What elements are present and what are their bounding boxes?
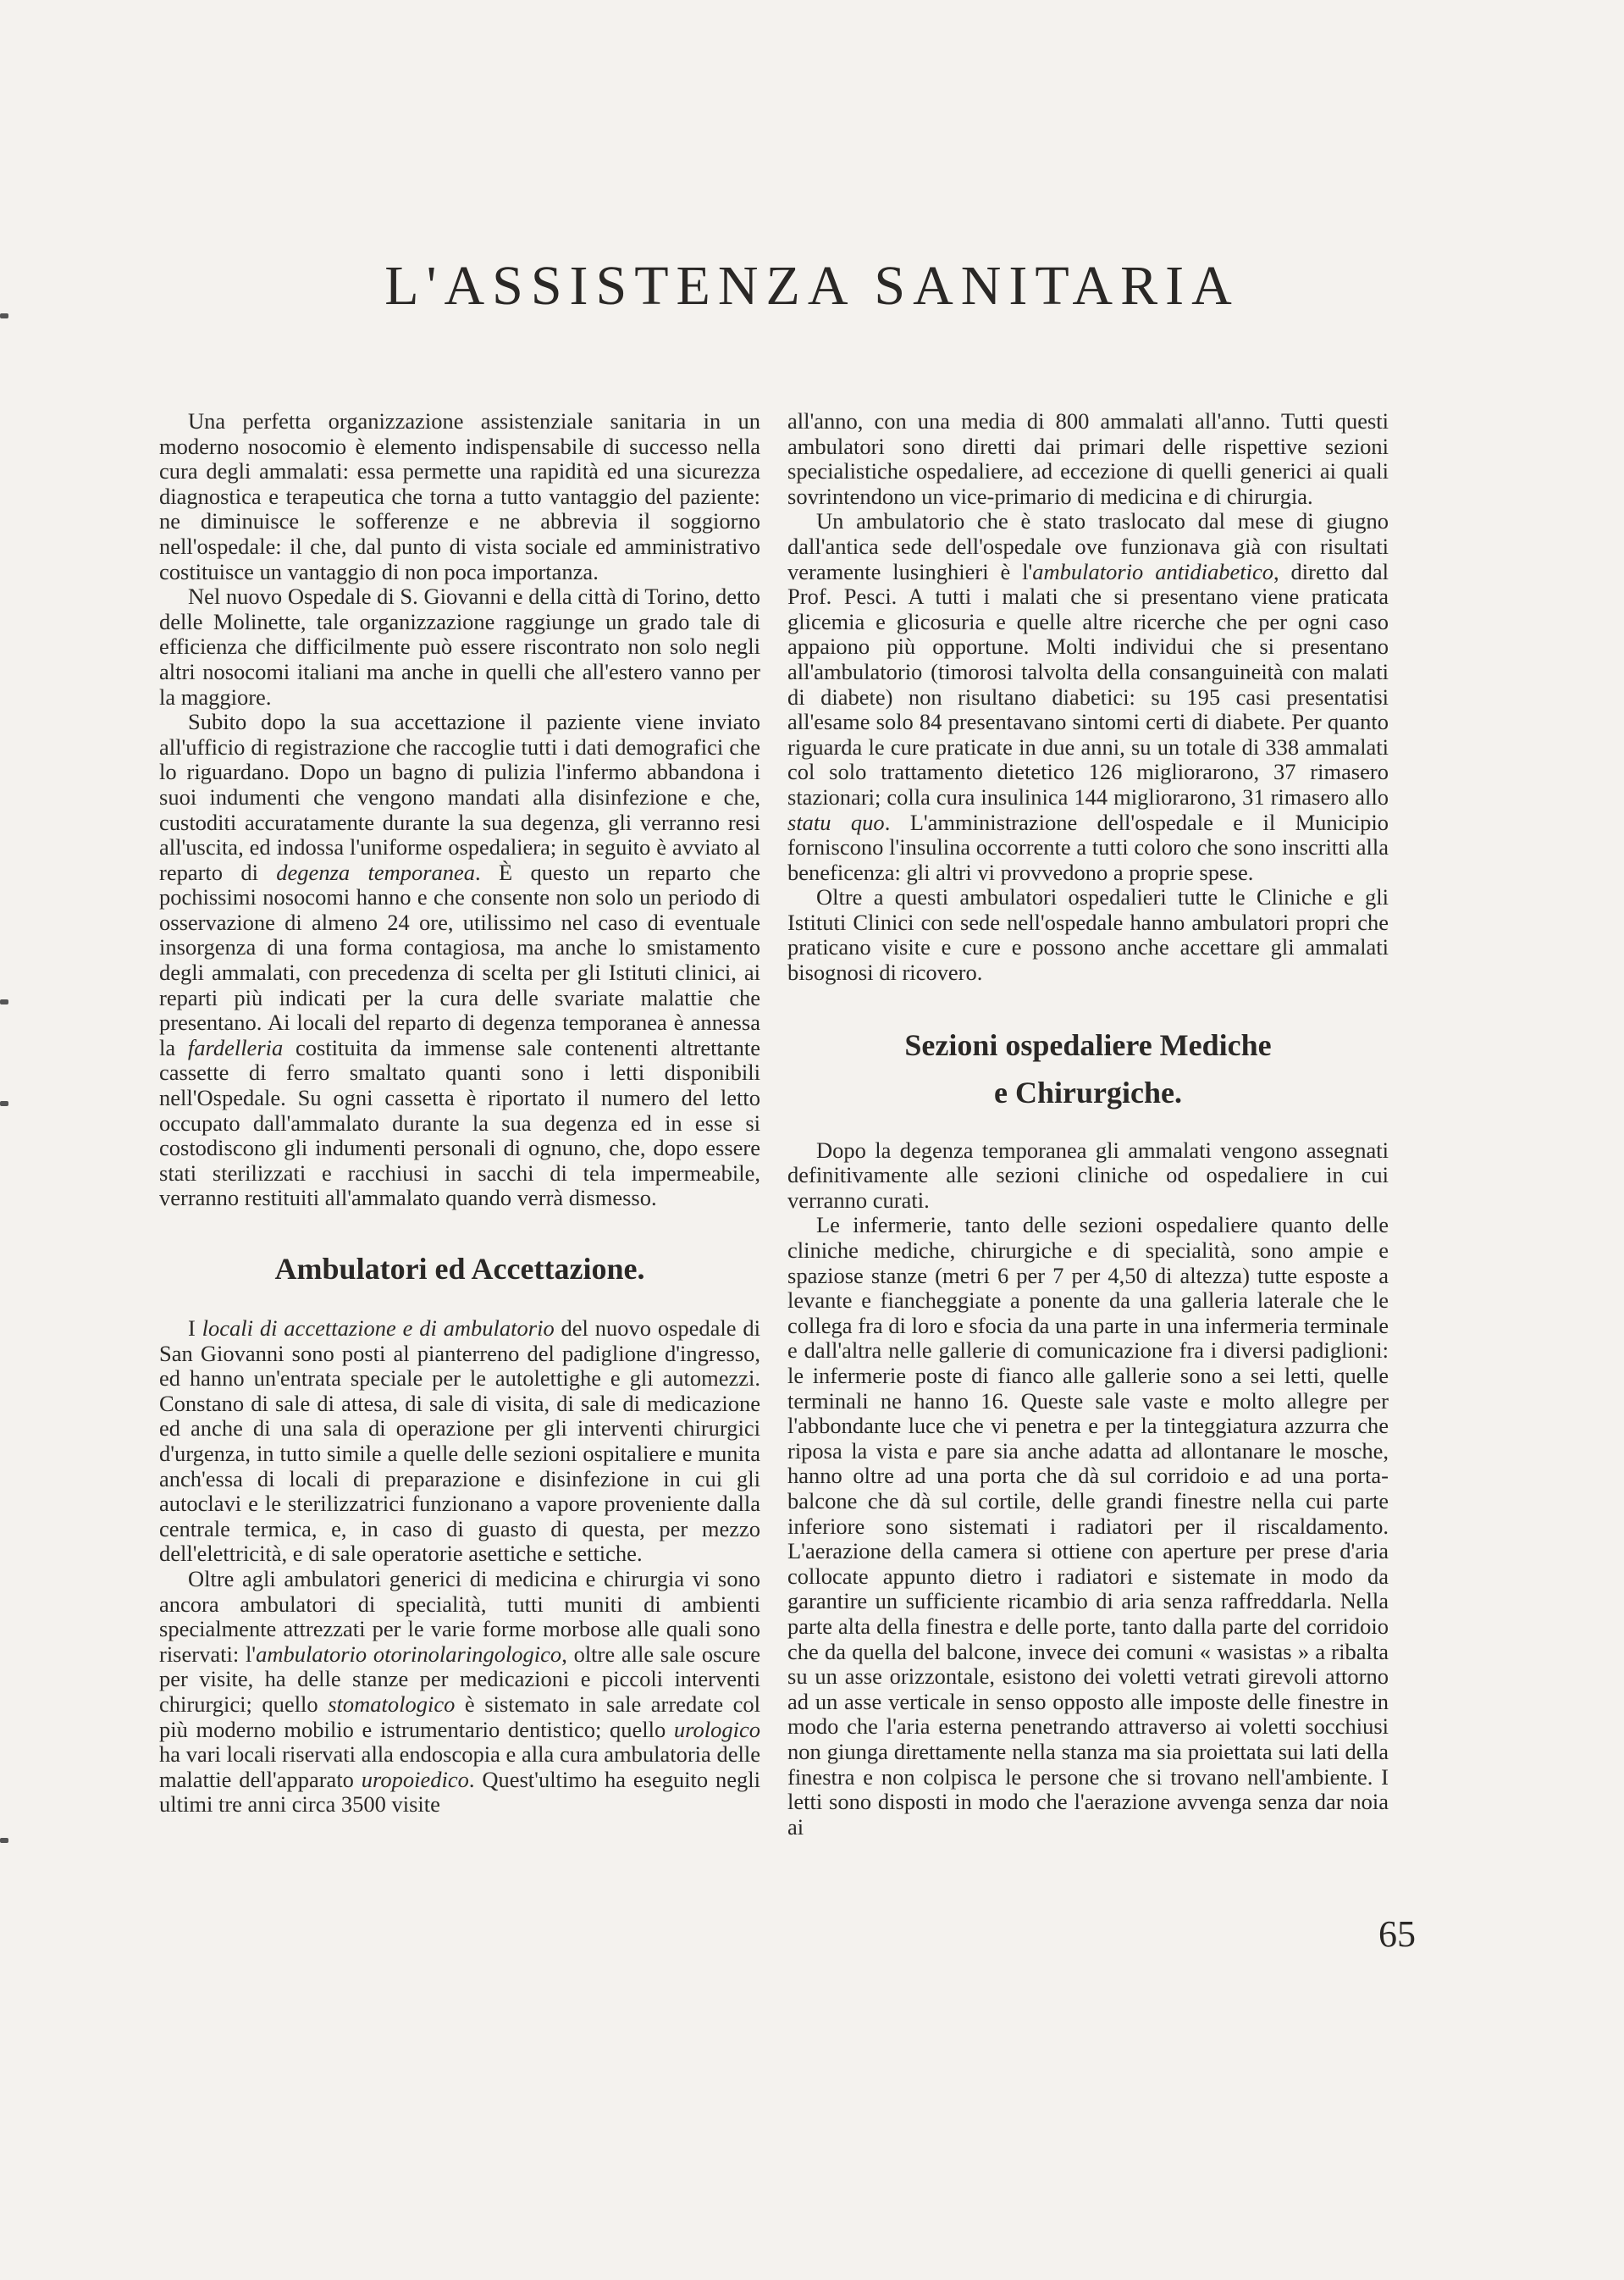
italic-term: locali di accettazione e di ambulatorio xyxy=(202,1315,555,1341)
paragraph: Le infermerie, tanto delle sezioni ospedaliere quanto delle cliniche mediche, chirurgiche e di specialità, sono ampie e spaziose stanze (metri 6 per 7 per 4,50 di altezza) tutte esposte a levante e fiancheggiate a ponente da una galleria laterale che le collega fra di loro e sfocia da una parte in una infermeria terminale e dall'altra nelle gallerie di comunicazione fra i diversi padiglioni: le infermerie poste di fianco alle gallerie sono a sei letti, quelle terminali ne hanno 16. Queste sale vaste e molto allegre per l'abbondante luce che vi penetra e per la tinteggiatura azzurra che riposa la vista e pare sia anche adatta ad allontanare le mosche, hanno oltre ad una porta che dà sul corridoio e ad una porta-balcone che dà sul cortile, delle grandi finestre nella cui parte inferiore sono sistemati i radiatori per il riscaldamento. L'aerazione della camera si ottiene con aperture per prese d'aria collocate appunto dietro i radiatori e sistemate in modo da garantire un sufficiente ricambio di aria senza raffreddarla. Nella parte alta della finestra e delle porte, tanto dalla parte del corridoio che da quella del balcone, invece dei comuni « wasistas » a ribalta su un asse orizzontale, esistono dei voletti vetrati girevoli attorno ad un asse verticale in senso opposto alle imposte delle finestre in modo che l'aria esterna penetrando attraverso ai voletti socchiusi non giunga direttamente nella stanza ma sia proiettata sui lati della finestra e non colpisca le persone che si trovano nell'ambiente. I letti sono disposti in modo che l'aerazione avvenga senza dar noia ai xyxy=(787,1212,1389,1840)
italic-term: ambulatorio antidiabetico xyxy=(1032,558,1274,584)
italic-term: uropoiedico xyxy=(361,1766,469,1792)
paragraph: I locali di accettazione e di ambulatorio del nuovo ospedale di San Giovanni sono posti al pianterreno del padiglione d'ingresso, ed hanno un'entrata speciale per le autolettighe e gli automezzi. Constano di sale di attesa, di sale di visita, di sale di medicazione ed anche di una sala di operazione per gli interventi chirurgici d'urgenza, in tutto simile a quelle delle sezioni ospitaliere e munita anch'essa di locali di preparazione e disinfezione in cui gli autoclavi e le sterilizzatrici funzionano a vapore proveniente dalla centrale termica, e, in caso di guasto di questa, per mezzo dell'elettricità, e di sale operatorie asettiche e settiche. xyxy=(159,1315,761,1567)
page-number: 65 xyxy=(1378,1913,1416,1955)
section-heading: Ambulatori ed Accettazione. xyxy=(274,1252,645,1286)
left-column xyxy=(159,409,760,1818)
paragraph: Dopo la degenza temporanea gli ammalati vengono assegnati definitivamente alle sezioni cliniche od ospedaliere in cui verranno curati. xyxy=(787,1137,1389,1213)
margin-mark xyxy=(0,999,8,1004)
italic-term: statu quo xyxy=(787,809,885,835)
paragraph: Un ambulatorio che è stato traslocato dal mese di giugno dall'antica sede dell'ospedale ove funzionava già con risultati veramente lusinghieri è l'ambulatorio antidiabetico, diretto dal Prof. Pesci. A tutti i malati che si presentano viene praticata glicemia e glicosuria e quelle altre ricerche che per ogni caso appaiono più opportune. Molti individui che si presentano all'ambulatorio (timorosi talvolta della consanguineità con malati di diabete) non risultano diabetici: su 195 casi presentatisi all'esame solo 84 presentavano sintomi certi di diabete. Per quanto riguarda le cure praticate in due anni, su un totale di 338 ammalati col solo trattamento dietetico 126 migliorarono, 37 rimasero stazionari; colla cura insulinica 144 migliorarono, 31 rimasero allo statu quo. L'amministrazione dell'ospedale e il Municipio forniscono l'insulina occorrente a tutti coloro che sono inscritti alla beneficenza: gli altri vi provvedono a proprie spese. xyxy=(787,508,1389,885)
italic-term: fardelleria xyxy=(187,1034,284,1060)
paragraph: Oltre a questi ambulatori ospedalieri tutte le Cliniche e gli Istituti Clinici con sede nell'ospedale hanno ambulatori propri che praticano visite e cure e possono anche accettare gli ammalati bisognosi di ricovero. xyxy=(787,884,1389,986)
section-heading: Sezioni ospedaliere Mediche e Chirurgiche. xyxy=(904,1027,1272,1110)
page-title: L'ASSISTENZA SANITARIA xyxy=(384,255,1240,317)
margin-mark xyxy=(0,1101,8,1106)
paragraph: Subito dopo la sua accettazione il paziente viene inviato all'ufficio di registrazione che raccoglie tutti i dati demografici che lo riguardano. Dopo un bagno di pulizia l'infermo abbandona i suoi indumenti che vengono mandati alla disinfezione e che, custoditi accuratamente durante la sua degenza, gli verranno resi all'uscita, ed indossa l'uniforme ospedaliera; in seguito è avviato al reparto di degenza temporanea. È questo un reparto che pochissimi nosocomi hanno e che consente non solo un periodo di osservazione di almeno 24 ore, utilissimo nel caso di eventuale insorgenza di una forma contagiosa, ma anche lo smistamento degli ammalati, con precedenza di scelta per gli Istituti clinici, ai reparti più indicati per la cura delle svariate malattie che presentano. Ai locali del reparto di degenza temporanea è annessa la fardelleria costituita da immense sale contenenti altrettante cassette di ferro smaltato quanti sono i letti disponibili nell'Ospedale. Su ogni cassetta è riportato il numero del letto occupato dall'ammalato durante la sua degenza ed in esse si costodiscono gli indumenti personali di ognuno, che, dopo essere stati sterilizzati e racchiusi in sacchi di tela impermeabile, verranno restituiti all'ammalato quando verrà dismesso. xyxy=(159,709,761,1211)
paragraph: Nel nuovo Ospedale di S. Giovanni e della città di Torino, detto delle Molinette, tale organizzazione raggiunge un grado tale di efficienza che difficilmente può essere riscontrato non solo negli altri nosocomi italiani ma anche in quelli che all'estero vanno per la maggiore. xyxy=(159,584,760,710)
right-column xyxy=(787,409,1389,1840)
margin-mark xyxy=(0,1838,8,1843)
italic-term: urologico xyxy=(673,1716,760,1742)
italic-term: ambulatorio otorinolaringologico xyxy=(256,1641,562,1667)
italic-term: degenza temporanea xyxy=(276,859,476,885)
italic-term: stomatologico xyxy=(328,1691,456,1717)
paragraph: Oltre agli ambulatori generici di medicina e chirurgia vi sono ancora ambulatori di specialità, tutti muniti di ambienti specialmente attrezzati per le varie forme morbose alle quali sono riservati: l'ambulatorio otorinolaringologico, oltre alle sale oscure per visite, ha delle stanze per medicazioni e piccoli interventi chirurgici; quello stomatologico è sistemato in sale arredate col più moderno mobilio e istrumentario dentistico; quello urologico ha vari locali riservati alla endoscopia e alla cura ambulatoria delle malattie dell'apparato uropoiedico. Quest'ultimo ha eseguito negli ultimi tre anni circa 3500 visite xyxy=(159,1565,760,1818)
margin-mark xyxy=(0,313,8,318)
paragraph: all'anno, con una media di 800 ammalati all'anno. Tutti questi ambulatori sono diretti dai primari delle rispettive sezioni specialistiche ospedaliere, ad eccezione di quelli generici ai quali sovrintendono un vice-primario di medicina e di chirurgia. xyxy=(787,408,1389,509)
paragraph: Una perfetta organizzazione assistenziale sanitaria in un moderno nosocomio è elemento indispensabile di successo nella cura degli ammalati: essa permette una rapidità ed una sicurezza diagnostica e terapeutica che torna a tutto vantaggio del paziente: ne diminuisce le sofferenze e ne abbrevia il soggiorno nell'ospedale: il che, dal punto di vista sociale ed amministrativo costituisce un vantaggio di non poca importanza. xyxy=(159,408,760,584)
